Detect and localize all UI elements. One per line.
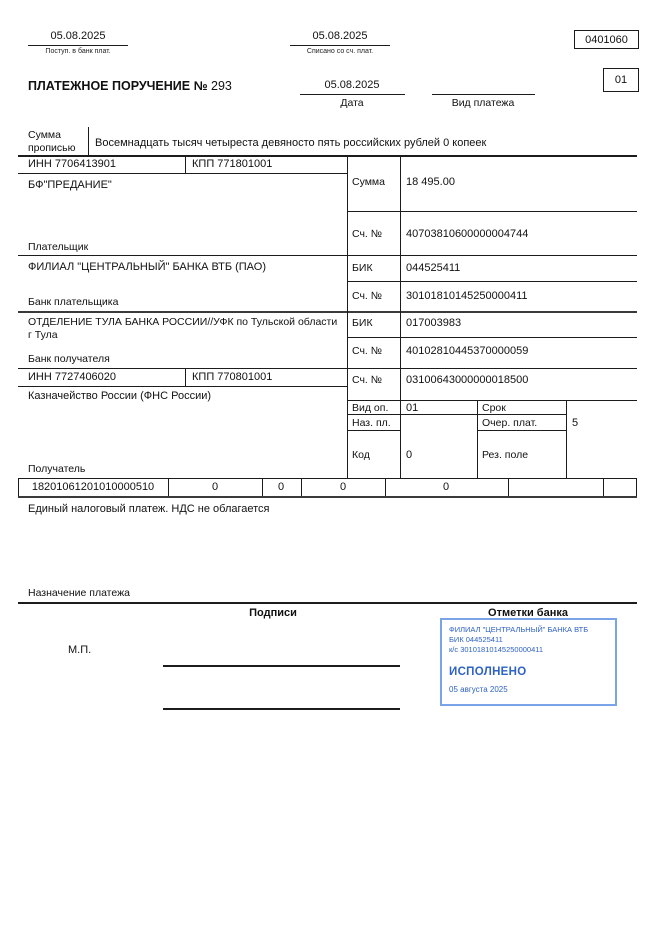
seal-place-label: М.П. bbox=[68, 644, 92, 656]
payment-type-label: Вид платежа bbox=[451, 97, 515, 109]
receiver-kpp: КПП 770801001 bbox=[192, 371, 273, 383]
rule-line bbox=[168, 478, 169, 496]
rule-line bbox=[18, 478, 637, 479]
sum-value: 18 495.00 bbox=[406, 176, 455, 188]
receiver-bank-label: Банк получателя bbox=[28, 353, 110, 365]
priority-value: 5 bbox=[572, 417, 579, 429]
purpose-label: Назначение платежа bbox=[28, 587, 130, 599]
receiver-name: Казначейство России (ФНС России) bbox=[28, 390, 212, 402]
rule-line bbox=[477, 430, 566, 431]
tax-field-basis: 0 bbox=[277, 481, 285, 493]
amount-in-words: Восемнадцать тысяч четыреста девяносто пять российских рублей 0 копеек bbox=[95, 137, 487, 149]
rule-line bbox=[566, 400, 567, 478]
date-label: Дата bbox=[340, 97, 364, 109]
rule-line bbox=[636, 478, 637, 496]
rule-line bbox=[347, 155, 348, 478]
rule-line bbox=[385, 478, 386, 496]
op-type-label: Вид оп. bbox=[352, 402, 389, 414]
rule-line bbox=[290, 45, 390, 46]
rule-line bbox=[347, 337, 637, 338]
payer-inn: ИНН 7706413901 bbox=[28, 158, 117, 170]
payer-bank-name: ФИЛИАЛ "ЦЕНТРАЛЬНЫЙ" БАНКА ВТБ (ПАО) bbox=[28, 261, 266, 273]
payer-bank-corr: 30101810145250000411 bbox=[406, 290, 528, 302]
debited-date-label: Списано со сч. плат. bbox=[306, 48, 374, 55]
debited-date: 05.08.2025 bbox=[312, 30, 368, 42]
tax-field-kbk: 18201061201010000510 bbox=[31, 481, 155, 493]
rule-line bbox=[347, 211, 637, 212]
stamp-bik: БИК 044525411 bbox=[449, 635, 503, 645]
payer-bank-bik-label: БИК bbox=[352, 262, 373, 274]
receiver-bank-name-line2: г Тула bbox=[28, 329, 58, 341]
rule-line bbox=[18, 311, 637, 313]
receiver-bank-corr: 40102810445370000059 bbox=[406, 345, 529, 357]
term-label: Срок bbox=[482, 402, 506, 414]
rule-line bbox=[262, 478, 263, 496]
title-text: ПЛАТЕЖНОЕ ПОРУЧЕНИЕ № bbox=[28, 79, 208, 93]
tax-field-period: 0 bbox=[339, 481, 347, 493]
code-value: 0 bbox=[406, 449, 413, 461]
payer-bank-corr-label: Сч. № bbox=[352, 290, 383, 302]
rule-line bbox=[18, 496, 637, 498]
received-date-label: Поступ. в банк плат. bbox=[45, 48, 111, 55]
rule-line bbox=[185, 155, 186, 173]
signature-line bbox=[163, 665, 400, 667]
pay-purpose-code-label: Наз. пл. bbox=[352, 417, 391, 429]
sum-label: Сумма bbox=[352, 176, 385, 188]
receiver-bank-bik-label: БИК bbox=[352, 317, 373, 329]
document-title bbox=[28, 79, 232, 94]
rule-line bbox=[347, 400, 637, 401]
op-type-value: 01 bbox=[406, 402, 419, 414]
amount-in-words-label: Сумма прописью bbox=[28, 129, 76, 155]
rule-line bbox=[300, 94, 405, 95]
rule-line bbox=[508, 478, 509, 496]
form-code-box bbox=[574, 30, 639, 49]
receiver-label: Получатель bbox=[28, 463, 86, 475]
rule-line bbox=[347, 430, 400, 431]
document-date: 05.08.2025 bbox=[324, 79, 380, 91]
rule-line bbox=[28, 45, 128, 46]
priority-label: Очер. плат. bbox=[482, 417, 538, 429]
tax-field-doc-number: 0 bbox=[442, 481, 450, 493]
form-code: 0401060 bbox=[585, 33, 628, 46]
bank-marks-label: Отметки банка bbox=[488, 607, 568, 619]
stamp-status: ИСПОЛНЕНО bbox=[449, 666, 527, 679]
rule-line bbox=[477, 400, 478, 478]
payer-account-label: Сч. № bbox=[352, 228, 383, 240]
tax-field-oktmo: 0 bbox=[211, 481, 219, 493]
bank-stamp bbox=[440, 618, 617, 706]
receiver-bank-bik: 017003983 bbox=[406, 317, 462, 329]
signature-line bbox=[163, 708, 400, 710]
reserve-field-label: Рез. поле bbox=[482, 449, 529, 461]
payer-kpp: КПП 771801001 bbox=[192, 158, 273, 170]
code-label: Код bbox=[352, 449, 370, 461]
purpose-text: Единый налоговый платеж. НДС не облагается bbox=[28, 503, 270, 515]
rule-line bbox=[603, 478, 604, 496]
stamp-date: 05 августа 2025 bbox=[449, 685, 508, 695]
status-code-box bbox=[603, 68, 639, 92]
receiver-bank-corr-label: Сч. № bbox=[352, 345, 383, 357]
stamp-bank-name: ФИЛИАЛ "ЦЕНТРАЛЬНЫЙ" БАНКА ВТБ bbox=[449, 625, 589, 634]
rule-line bbox=[301, 478, 302, 496]
rule-line bbox=[400, 155, 401, 478]
document-number: 293 bbox=[211, 79, 232, 93]
signatures-label: Подписи bbox=[249, 607, 297, 619]
rule-line bbox=[18, 368, 637, 369]
rule-line bbox=[18, 173, 347, 174]
receiver-bank-name-line1: ОТДЕЛЕНИЕ ТУЛА БАНКА РОССИИ//УФК по Тульской области bbox=[28, 316, 338, 328]
rule-line bbox=[432, 94, 535, 95]
receiver-inn: ИНН 7727406020 bbox=[28, 371, 117, 383]
payer-label: Плательщик bbox=[28, 241, 89, 253]
rule-line bbox=[18, 602, 637, 604]
payer-account: 40703810600000004744 bbox=[406, 228, 529, 240]
payer-bank-bik: 044525411 bbox=[406, 262, 461, 274]
rule-line bbox=[18, 386, 347, 387]
rule-line bbox=[88, 127, 89, 155]
receiver-account-label: Сч. № bbox=[352, 374, 383, 386]
rule-line bbox=[18, 478, 19, 496]
receiver-account: 03100643000000018500 bbox=[406, 374, 529, 386]
rule-line bbox=[347, 281, 637, 282]
received-date: 05.08.2025 bbox=[50, 30, 106, 42]
rule-line bbox=[185, 368, 186, 386]
rule-line bbox=[18, 155, 637, 157]
payer-bank-label: Банк плательщика bbox=[28, 296, 119, 308]
rule-line bbox=[18, 255, 637, 256]
status-code: 01 bbox=[614, 74, 628, 86]
payer-name: БФ"ПРЕДАНИЕ" bbox=[28, 179, 112, 191]
stamp-corr-account: к/с 30101810145250000411 bbox=[449, 645, 544, 655]
